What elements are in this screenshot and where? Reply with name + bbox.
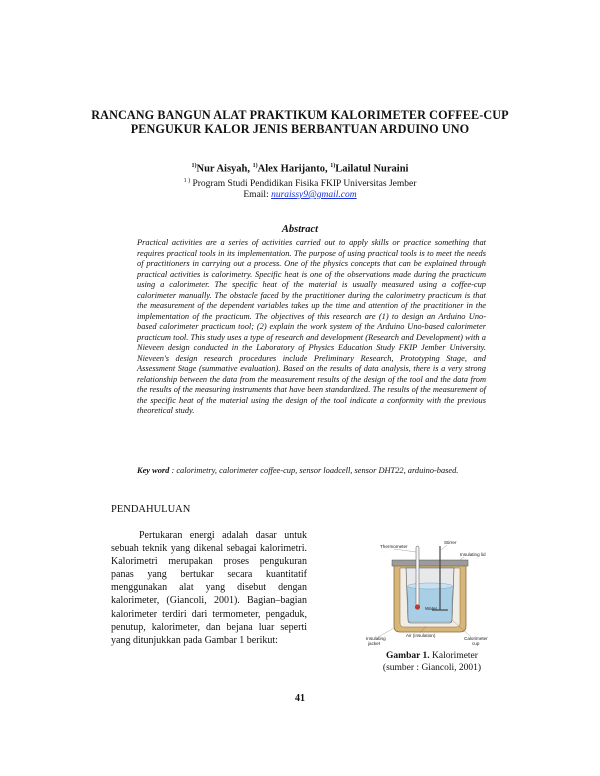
email-label: Email: <box>243 190 269 200</box>
label-thermometer: Thermometer <box>380 544 408 549</box>
abstract-body: Practical activities are a series of activities carried out to apply skills or practice something that requires practical tools in its implementation. The purpose of using practical tools is to meet the needs of practitioners in carrying out a process. One of the physics concepts that can be explained through practical activities is calorimetry. Specific heat is one of the observations made during the practicum using a calorimeter. The specific heat of the material is usually measured using a coffee-cup calorimeter manually. The obstacle faced by the practitioner during the calorimetry practicum is that the measurement of the dependent variables takes up the time and attention of the practitioner in the implementation of the practicum. The objectives of this research are (1) to design an Arduino Uno-based calorimeter practicum tool; (2) explain the work system of the Arduino Uno-based calorimeter practicum tool. This study uses a type of research and development (Research and Development) with a Nieveen design conducted in the Laboratory of Physics Education Study FKIP Jember University. Nieveen's design research procedures include Preliminary Research, Prototyping Stage, and Assessment Stage (summative evaluation). Based on the results of data analysis, there is a very strong relationship between the data from the measurement results of the design of the tool and the data from the results of the measuring instruments that have been standardized. The results of the measurement of the specific heat of the material using the design of the tool indicate a conformity with the previous theoretical study. <box>137 238 486 415</box>
author-3: Lailatul Nuraini <box>335 163 409 175</box>
author-2: Alex Harijanto, <box>257 163 328 175</box>
label-jacket-2: jacket <box>368 641 381 646</box>
figure-caption-source: (sumber : Giancoli, 2001) <box>382 662 482 673</box>
label-air: Air (insulation) <box>406 633 436 638</box>
label-water: Water <box>425 606 438 611</box>
thermometer-bulb <box>415 604 420 609</box>
author-1: Nur Aisyah, <box>196 163 250 175</box>
title-line-1: RANCANG BANGUN ALAT PRAKTIKUM KALORIMETER COFFEE-CUP <box>91 108 509 122</box>
label-cup-2: cup <box>472 641 480 646</box>
keywords <box>137 465 486 476</box>
author-sup: 1) <box>330 163 336 169</box>
abstract-heading: Abstract <box>281 224 319 235</box>
keywords-label: Key word <box>137 466 170 475</box>
figure-caption-text: Kalorimeter <box>432 651 478 661</box>
section-heading: PENDAHULUAN <box>111 504 191 515</box>
keywords-text: : calorimetry, calorimeter coffee-cup, sensor loadcell, sensor DHT22, arduino-based. <box>171 466 459 475</box>
figure-caption <box>352 651 512 674</box>
calorimeter-figure <box>364 538 496 646</box>
intro-paragraph <box>111 529 307 647</box>
figure-caption-label: Gambar 1. <box>386 651 430 661</box>
insulating-lid <box>392 560 468 566</box>
author-sup: 1) <box>191 163 197 169</box>
label-stirrer: Stirrer <box>444 540 457 545</box>
label-insulating-lid: Insulating lid <box>460 552 486 557</box>
thermometer <box>416 546 419 606</box>
email-line <box>100 190 500 200</box>
affiliation <box>100 178 500 189</box>
email-link[interactable]: nuraissy9@gmail.com <box>271 190 357 200</box>
affiliation-sup: 1 ) <box>183 178 191 184</box>
water-surface <box>408 583 453 589</box>
label-cup-1: Calorimeter <box>464 636 488 641</box>
label-jacket-1: Insulating <box>366 636 386 641</box>
title-line-2: PENGUKUR KALOR JENIS BERBANTUAN ARDUINO UNO <box>130 122 470 136</box>
intro-text: Pertukaran energi adalah dasar untuk sebuah teknik yang dikenal sebagai kalorimetri. Kalorimetri merupakan proses pengukuran panas yang bertukar secara kuantitatif menggunakan alat yang disebut dengan kalorimeter, (Giancoli, 2001). Bagian–bagian kalorimeter terdiri dari termometer, pengaduk, penutup, kalorimeter, dan bejana luar seperti yang ditunjukkan pada Gambar 1 berikut: <box>111 530 307 646</box>
author-sup: 1) <box>252 163 258 169</box>
paper-title <box>80 108 520 136</box>
author-list <box>100 163 500 175</box>
water <box>408 586 453 622</box>
affiliation-text: Program Studi Pendidikan Fisika FKIP Universitas Jember <box>192 179 417 190</box>
page-number: 41 <box>295 693 305 704</box>
